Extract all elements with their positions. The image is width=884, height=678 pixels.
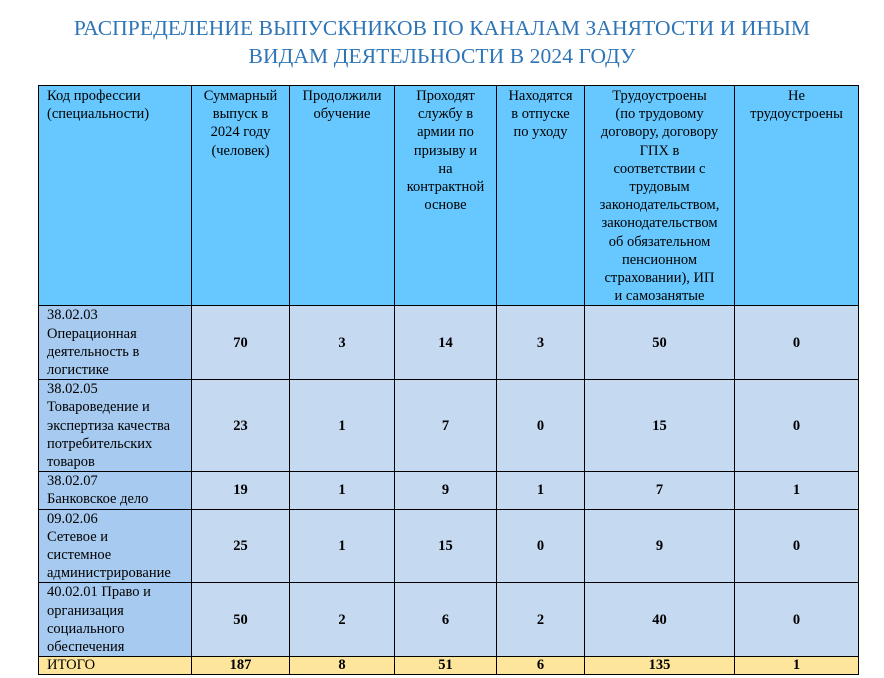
header-line: трудоустроены: [750, 106, 843, 123]
table-cell: 19: [192, 472, 290, 509]
header-line: службу в: [417, 106, 474, 123]
header-line: (человек): [211, 142, 270, 159]
header-not-employed: [735, 86, 859, 306]
profession-name-line: Сетевое и: [47, 528, 109, 545]
profession-name-line: Товароведение и: [47, 399, 150, 416]
table-row: [39, 306, 859, 380]
header-line: Продолжили: [302, 88, 382, 104]
header-line: армии по: [417, 124, 474, 141]
header-row: [39, 86, 859, 306]
table-cell: 0: [735, 509, 859, 583]
profession-name-line: Банковское дело: [47, 491, 149, 508]
total-value: 1: [735, 657, 859, 675]
total-row: [39, 657, 859, 675]
header-line: Трудоустроены: [612, 88, 707, 104]
table-row: [39, 472, 859, 509]
table-cell: 0: [735, 306, 859, 380]
title-line-1: РАСПРЕДЕЛЕНИЕ ВЫПУСКНИКОВ ПО КАНАЛАМ ЗАНЯТОСТИ И ИНЫМ: [73, 16, 811, 40]
profession-name-line: товаров: [47, 454, 95, 471]
profession-name-line: логистике: [47, 362, 109, 379]
header-line: Находятся: [508, 88, 573, 104]
table-row: [39, 380, 859, 472]
table-cell: 1: [735, 472, 859, 509]
profession-name: [39, 472, 192, 509]
table-cell: 7: [585, 472, 735, 509]
table-cell: 0: [735, 380, 859, 472]
profession-name-line: 40.02.01 Право и: [47, 584, 151, 601]
table-row: [39, 583, 859, 657]
profession-name-line: потребительских: [47, 435, 153, 452]
header-line: Не: [788, 88, 805, 104]
profession-name-line: 38.02.05: [47, 381, 98, 398]
table-cell: 9: [395, 472, 497, 509]
total-label: ИТОГО: [39, 657, 192, 675]
header-total-graduates: [192, 86, 290, 306]
header-line: законодательством,: [599, 197, 720, 214]
profession-name-line: 38.02.07: [47, 473, 98, 490]
profession-name-line: организация: [47, 602, 124, 619]
header-line: страховании), ИП: [604, 270, 715, 287]
total-value: 8: [290, 657, 395, 675]
table-cell: 3: [290, 306, 395, 380]
profession-name-line: экспертиза качества: [47, 417, 171, 434]
total-value: 6: [497, 657, 585, 675]
profession-name-line: системное: [47, 547, 112, 564]
header-line: контрактной: [406, 179, 485, 196]
table-cell: 7: [395, 380, 497, 472]
profession-name: [39, 509, 192, 583]
table-cell: 70: [192, 306, 290, 380]
profession-name-line: социального: [47, 620, 125, 637]
table-cell: 1: [290, 472, 395, 509]
header-line: (специальности): [47, 106, 150, 123]
table-cell: 25: [192, 509, 290, 583]
total-value: 51: [395, 657, 497, 675]
header-employed: [585, 86, 735, 306]
header-line: ГПХ в: [639, 142, 680, 159]
header-line: выпуск в: [212, 106, 269, 123]
table-cell: 0: [735, 583, 859, 657]
table-cell: 0: [497, 509, 585, 583]
header-line: призыву и: [413, 142, 478, 159]
profession-name: [39, 306, 192, 380]
profession-name-line: Операционная: [47, 325, 137, 342]
header-line: трудовым: [629, 179, 690, 196]
header-line: Код профессии: [47, 88, 141, 104]
profession-name-line: администрирование: [47, 565, 171, 582]
header-line: обучение: [313, 106, 371, 123]
header-line: по уходу: [513, 124, 568, 141]
table-cell: 15: [395, 509, 497, 583]
table-cell: 0: [497, 380, 585, 472]
table-cell: 1: [290, 509, 395, 583]
table-row: [39, 509, 859, 583]
header-on-leave: [497, 86, 585, 306]
header-line: Суммарный: [203, 88, 278, 104]
profession-name-line: 38.02.03: [47, 307, 98, 324]
header-line: основе: [424, 197, 467, 214]
total-value: 187: [192, 657, 290, 675]
table-cell: 50: [585, 306, 735, 380]
graduates-distribution-table: [38, 85, 859, 675]
total-value: 135: [585, 657, 735, 675]
table-cell: 50: [192, 583, 290, 657]
header-line: договору, договору: [600, 124, 719, 141]
table-cell: 6: [395, 583, 497, 657]
profession-name-line: обеспечения: [47, 639, 125, 656]
table-cell: 2: [290, 583, 395, 657]
header-line: пенсионном: [621, 251, 698, 268]
profession-name-line: 09.02.06: [47, 510, 98, 527]
header-line: законодательством: [601, 215, 718, 232]
header-line: об обязательном: [608, 233, 711, 250]
header-line: Проходят: [416, 88, 475, 104]
header-line: (по трудовому: [615, 106, 704, 123]
header-line: в отпуске: [511, 106, 570, 123]
header-continued-study: [290, 86, 395, 306]
table-cell: 23: [192, 380, 290, 472]
header-military-service: [395, 86, 497, 306]
table-cell: 9: [585, 509, 735, 583]
table-cell: 3: [497, 306, 585, 380]
table-cell: 1: [290, 380, 395, 472]
profession-name: [39, 583, 192, 657]
header-line: на: [438, 160, 453, 177]
header-line: и самозанятые: [614, 288, 705, 305]
table-cell: 1: [497, 472, 585, 509]
profession-name: [39, 380, 192, 472]
table-cell: 2: [497, 583, 585, 657]
header-profession-code: [39, 86, 192, 306]
table-cell: 40: [585, 583, 735, 657]
header-line: 2024 году: [210, 124, 271, 141]
profession-name-line: деятельность в: [47, 343, 140, 360]
table-cell: 15: [585, 380, 735, 472]
table-cell: 14: [395, 306, 497, 380]
title-line-2: ВИДАМ ДЕЯТЕЛЬНОСТИ В 2024 ГОДУ: [248, 44, 636, 68]
page-title: [0, 14, 884, 70]
header-line: соответствии с: [613, 160, 706, 177]
